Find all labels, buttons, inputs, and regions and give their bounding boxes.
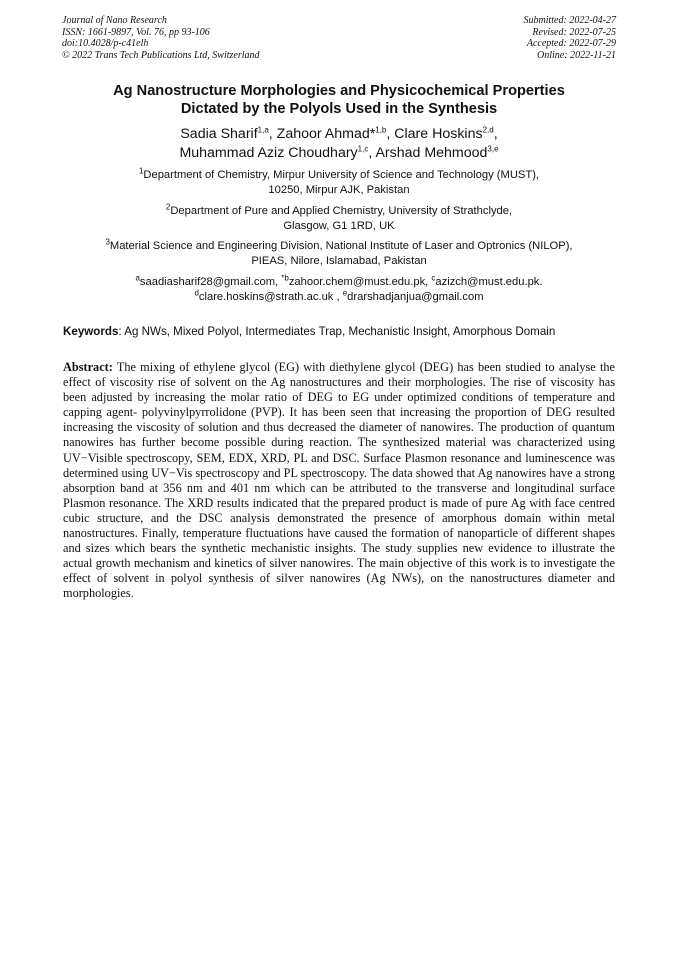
date-online: Online: 2022-11-21 [537, 49, 616, 61]
affiliation [40, 168, 638, 198]
article-dates [524, 15, 617, 61]
affiliation-line [40, 168, 638, 183]
email-mark: c [431, 273, 436, 283]
author-line [30, 144, 648, 163]
journal-name: Journal of Nano Research [62, 15, 167, 26]
journal-info [62, 15, 260, 61]
affiliation-mark: 3 [105, 237, 110, 247]
abstract-label: Abstract: [63, 360, 113, 374]
email-link[interactable]: clare.hoskins@strath.ac.uk , [198, 291, 343, 303]
author-separator: , [386, 126, 395, 142]
affiliation-line [40, 239, 638, 254]
affiliation [40, 239, 638, 269]
author-affil-mark: 3,e [487, 144, 499, 154]
keywords [63, 324, 638, 339]
author-emails [40, 275, 638, 305]
author-affil-mark: 2,d [482, 125, 494, 135]
abstract [63, 360, 615, 602]
date-revised: Revised: 2022-07-25 [532, 26, 616, 38]
author-separator: , [368, 145, 376, 161]
title-line: Dictated by the Polyols Used in the Synthesis [180, 101, 498, 117]
affiliation-mark: 1 [138, 166, 144, 176]
email-mark: a [135, 273, 140, 283]
affiliation-line: 10250, Mirpur AJK, Pakistan [268, 184, 410, 196]
affiliation-line [40, 204, 638, 219]
email-link[interactable]: saadiasharif28@gmail.com, [139, 276, 282, 288]
affiliation-line: PIEAS, Nilore, Islamabad, Pakistan [251, 255, 427, 267]
keywords-text: : Ag NWs, Mixed Polyol, Intermediates Trap, Mechanistic Insight, Amorphous Domain [118, 325, 556, 338]
email-mark: e [342, 288, 348, 298]
author-separator: , [493, 126, 498, 142]
author-list [30, 125, 648, 163]
author-name: Sadia Sharif [180, 126, 258, 142]
author-affil-mark: 1,c [357, 144, 369, 154]
title-line: Ag Nanostructure Morphologies and Physicochemical Properties [113, 83, 565, 99]
author-line [30, 125, 648, 144]
email-mark: *b [281, 273, 289, 283]
email-link[interactable]: zahoor.chem@must.edu.pk, [288, 276, 432, 288]
journal-copyright: © 2022 Trans Tech Publications Ltd, Switzerland [62, 49, 260, 61]
date-accepted: Accepted: 2022-07-29 [526, 38, 616, 50]
email-mark: d [194, 288, 199, 298]
journal-issn: ISSN: 1661-9897, Vol. 76, pp 93-106 [62, 26, 210, 38]
affiliation-text: Department of Chemistry, Mirpur University of Science and Technology (MUST), [143, 169, 540, 181]
abstract-text: The mixing of ethylene glycol (EG) with diethylene glycol (DEG) has been studied to analyse the effect of viscosity rise of solvent on the Ag nanostructures and their morphologies. The rise of viscosity has been adjusted by increasing the molar ratio of DEG to EG under optimized conditions of temperature and capping agent- polyvinylpyrrolidone (PVP). It has been seen that increasing the proportion of DEG resulted increasing the viscosity of solution and thus decreased the diameter of nanowires. The production of quantum nanowires has further become possible during reaction. The synthesized material was characterized using UV−Visible spectroscopy, SEM, EDX, XRD, PL and DSC. Surface Plasmon resonance and luminescence was determined using UV−Vis spectroscopy and PL spectroscopy. The data showed that Ag nanowires have a strong absorption band at 356 nm and 401 nm which can be attributed to the transverse and longitudinal surface Plasmon resonance. The XRD results indicated that the prepared product is made of pure Ag with face centred cubic structure, and the DSC analysis demonstrated the presence of amorphous domain within metal nanostructures. Finally, temperature fluctuations have caused the formation of nanoparticle of different shapes and sizes which bears the synthetic mechanistic insights. The study supplies new evidence to illustrate the actual growth mechanism and kinetics of silver nanowires. The main objective of this work is to investigate the effect of solvent in polyol synthesis of silver nanowires (Ag NWs), on the nanostructures diameter and morphologies. [63, 360, 615, 601]
date-submitted: Submitted: 2022-04-27 [523, 15, 616, 26]
author-name: Zahoor Ahmad* [276, 126, 376, 142]
email-line [40, 275, 638, 290]
affiliation-text: Department of Pure and Applied Chemistry, University of Strathclyde, [170, 205, 513, 217]
journal-doi: doi:10.4028/p-c41elh [62, 38, 149, 50]
email-link[interactable]: azizch@must.edu.pk. [435, 276, 543, 288]
email-link[interactable]: drarshadjanjua@gmail.com [347, 291, 484, 303]
author-affil-mark: 1,a [257, 125, 269, 135]
affiliation-line: Glasgow, G1 1RD, UK [283, 220, 395, 232]
author-name: Clare Hoskins [394, 126, 483, 142]
author-name: Arshad Mehmood [375, 145, 488, 161]
author-separator: , [268, 126, 277, 142]
paper-title [40, 82, 638, 118]
affiliation [40, 204, 638, 234]
keywords-label: Keywords [63, 325, 119, 338]
author-name: Muhammad Aziz Choudhary [179, 145, 358, 161]
affiliation-mark: 2 [165, 202, 171, 212]
email-line [40, 290, 638, 305]
author-affil-mark: 1,b [375, 125, 387, 135]
affiliation-text: Material Science and Engineering Division, National Institute of Laser and Optronics (NILOP), [109, 240, 573, 252]
